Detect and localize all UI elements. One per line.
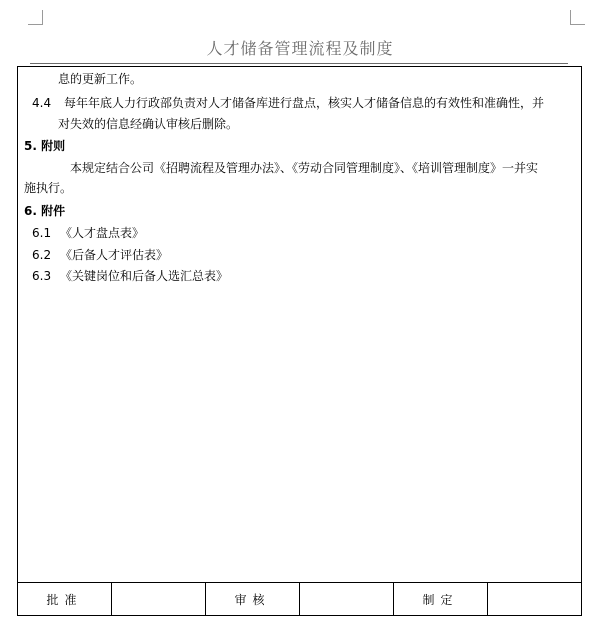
section-4-4-text-line-1: 每年年底人力行政部负责对人才储备库进行盘点，核实人才储备信息的有效性和准确性，并	[64, 96, 545, 110]
crop-mark-top-right	[570, 10, 585, 25]
section-5-heading: 5. 附则	[24, 139, 66, 153]
signature-row	[18, 582, 581, 615]
crop-mark-top-left	[28, 10, 43, 25]
attachment-6-3-title: 《关键岗位和后备人选汇总表》	[60, 269, 229, 283]
content-frame	[17, 66, 582, 616]
draft-label: 制定	[394, 583, 488, 615]
section-5-text-line-2: 施执行。	[24, 181, 73, 195]
attachment-6-1-title: 《人才盘点表》	[60, 226, 145, 240]
attachment-6-3-number: 6.3	[32, 269, 52, 283]
review-field[interactable]	[300, 583, 394, 615]
approve-label: 批准	[18, 583, 112, 615]
document-title: 人才储备管理流程及制度	[206, 39, 394, 58]
draft-field[interactable]	[488, 583, 581, 615]
review-label: 审核	[206, 583, 300, 615]
attachment-6-1-number: 6.1	[32, 226, 52, 240]
attachment-6-2-title: 《后备人才评估表》	[60, 248, 169, 262]
title-divider	[30, 63, 568, 64]
approve-field[interactable]	[112, 583, 206, 615]
section-4-4-number: 4.4	[32, 96, 52, 110]
section-5-text-line-1: 本规定结合公司《招聘流程及管理办法》、《劳动合同管理制度》、《培训管理制度》一并实	[70, 161, 539, 175]
continued-line: 息的更新工作。	[58, 72, 143, 86]
attachment-6-2-number: 6.2	[32, 248, 52, 262]
section-6-heading: 6. 附件	[24, 204, 66, 218]
section-4-4-text-line-2: 对失效的信息经确认审核后删除。	[58, 117, 239, 131]
